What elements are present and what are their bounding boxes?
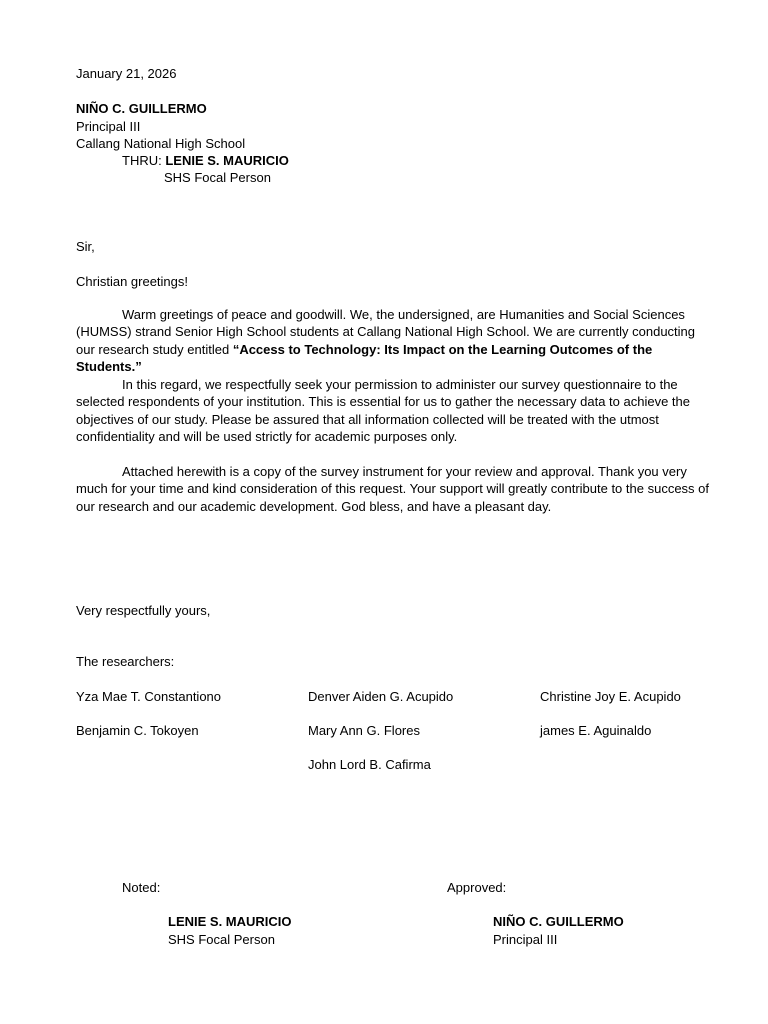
study-title: “Access to Technology: Its Impact on the Learning Outcomes of the Students.”	[76, 341, 653, 375]
noted-title: SHS Focal Person	[168, 932, 275, 947]
approved-name: NIÑO C. GUILLERMO	[493, 914, 624, 929]
researcher-name: John Lord B. Cafirma	[308, 757, 431, 772]
noted-label: Noted:	[122, 880, 161, 895]
paragraph-1	[76, 306, 716, 376]
paragraph-2	[76, 376, 716, 446]
noted-name: LENIE S. MAURICIO	[168, 914, 292, 929]
greeting: Christian greetings!	[76, 274, 188, 289]
researcher-name: Yza Mae T. Constantiono	[76, 689, 222, 704]
researcher-name: Mary Ann G. Flores	[308, 723, 420, 738]
paragraph-1-text: Warm greetings of peace and goodwill. We, the undersigned, are Humanities and Social Sciences (HUMSS) strand Senior High School students at Callang National High School. We are currently conducting our research study entitled	[76, 307, 696, 357]
recipient-title: Principal III	[76, 119, 141, 134]
researchers-label: The researchers:	[76, 654, 175, 669]
paragraph-3	[76, 463, 716, 515]
approved-label: Approved:	[447, 880, 507, 895]
paragraph-2-text: In this regard, we respectfully seek your permission to administer our survey questionnaire to the selected respondents of your institution. This is essential for us to gather the necessary data to achieve the objectives of our study. Please be assured that all information collected will be treated with the utmost confidentiality and will be used strictly for academic purposes only.	[76, 377, 691, 445]
approved-title: Principal III	[493, 932, 558, 947]
thru-title: SHS Focal Person	[164, 170, 271, 185]
recipient-school: Callang National High School	[76, 136, 246, 151]
thru-name: LENIE S. MAURICIO	[165, 153, 289, 168]
recipient-name: NIÑO C. GUILLERMO	[76, 101, 207, 116]
salutation: Sir,	[76, 239, 95, 254]
researcher-name: james E. Aguinaldo	[540, 723, 652, 738]
letter-date: January 21, 2026	[76, 66, 177, 81]
researcher-name: Benjamin C. Tokoyen	[76, 723, 199, 738]
paragraph-3-text: Attached herewith is a copy of the survey instrument for your review and approval. Thank you very much for your time and kind consideration of this request. Your support will greatly contribute to the success of our research and our academic development. God bless, and have a pleasant day.	[76, 464, 710, 514]
researcher-name: Christine Joy E. Acupido	[540, 689, 681, 704]
thru-label: THRU:	[122, 153, 166, 168]
thru-line	[122, 152, 289, 169]
closing: Very respectfully yours,	[76, 603, 211, 618]
researcher-name: Denver Aiden G. Acupido	[308, 689, 454, 704]
